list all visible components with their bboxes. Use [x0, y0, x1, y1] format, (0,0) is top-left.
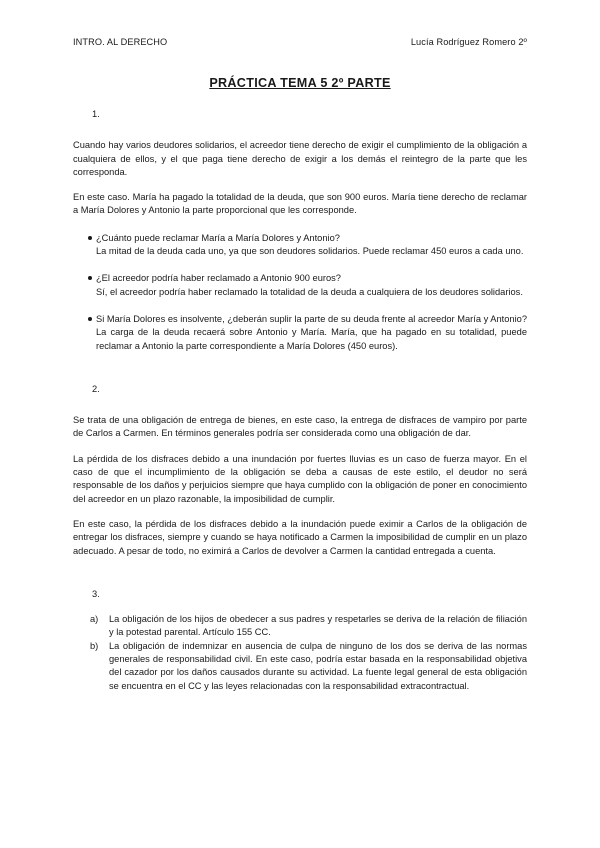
page-header: [73, 37, 527, 47]
bullet-answer: La mitad de la deuda cada uno, ya que son deudores solidarios. Puede reclamar 450 euros a cada uno.: [96, 246, 524, 257]
list-item: [73, 640, 527, 693]
section1-bullet-list: [73, 232, 527, 353]
section-number-1: 1.: [92, 109, 100, 119]
section1-paragraph-1: Cuando hay varios deudores solidarios, el acreedor tiene derecho de exigir el cumplimiento de la obligación a cualquiera de ellos, y el que paga tiene derecho de exigir a los demás el reintegro de la parte que les corresponda.: [73, 140, 527, 177]
list-item: [73, 613, 527, 640]
list-item: [73, 313, 527, 353]
list-item-text: La obligación de indemnizar en ausencia de culpa de ninguno de los dos se deriva de las normas generales de responsabilidad civil. En este caso, podría estar basada en la responsabilidad objetiva del cazador por los daños causados durante su actividad. La fuente legal general de esta obligación se encuentra en el CC y las leyes relacionadas con la responsabilidad extracontractual.: [109, 640, 527, 691]
section2-paragraph-2: La pérdida de los disfraces debido a una inundación por fuertes lluvias es un caso de fuerza mayor. En el caso de que el incumplimiento de la obligación se deba a causas de este estilo, el deudor no será responsable de los daños y perjuicios siempre que haya cumplido con la obligación de poner en conocimiento del acreedor en un plazo razonable, la imposibilidad de cumplir.: [73, 453, 527, 504]
bullet-icon: [88, 317, 92, 321]
section1-paragraph-2: En este caso. María ha pagado la totalidad de la deuda, que son 900 euros. María tiene derecho de reclamar a María Dolores y Antonio la parte proporcional que les corresponde.: [73, 192, 527, 216]
list-item: [73, 232, 527, 259]
section2-paragraph-1: Se trata de una obligación de entrega de bienes, en este caso, la entrega de disfraces de vampiro por parte de Carlos a Carmen. En términos generales podría ser considerada como una obligación de dar.: [73, 415, 527, 439]
list-item-text: La obligación de los hijos de obedecer a sus padres y respetarles se deriva de la relación de filiación y la potestad parental. Artículo 155 CC.: [109, 614, 527, 638]
bullet-question: Si María Dolores es insolvente, ¿deberán suplir la parte de su deuda frente al acreedor María y Antonio?: [96, 313, 527, 324]
section2-paragraph-3: En este caso, la pérdida de los disfraces debido a la inundación puede eximir a Carlos de la obligación de entregar los disfraces, siempre y cuando se haya notificado a Carmen la imposibilidad de cumplir en un plazo adecuado. A pesar de todo, no eximirá a Carlos de devolver a Carmen la cantidad entregada a cuenta.: [73, 518, 527, 556]
document-title: PRÁCTICA TEMA 5 2º PARTE: [209, 76, 391, 90]
list-marker: a): [90, 614, 99, 625]
section-number-3: 3.: [92, 588, 100, 599]
bullet-question: ¿Cuánto puede reclamar María a María Dolores y Antonio?: [96, 232, 340, 243]
bullet-question: ¿El acreedor podría haber reclamado a Antonio 900 euros?: [96, 273, 341, 284]
bullet-answer: La carga de la deuda recaerá sobre Antonio y María. María, que ha pagado en su totalidad, puede reclamar a Antonio la parte correspondiente a María Dolores (450 euros).: [96, 327, 527, 351]
section-number-2: 2.: [92, 383, 100, 394]
course-name: INTRO. AL DERECHO: [73, 37, 168, 47]
list-marker: b): [90, 640, 99, 651]
author-name: Lucía Rodríguez Romero 2º: [410, 37, 527, 47]
list-item: [73, 272, 527, 299]
section3-list: [73, 613, 527, 693]
document-body: [73, 108, 527, 693]
bullet-answer: Sí, el acreedor podría haber reclamado la totalidad de la deuda a cualquiera de los deudores solidarios.: [96, 286, 523, 297]
bullet-icon: [88, 236, 92, 240]
bullet-icon: [88, 276, 92, 280]
